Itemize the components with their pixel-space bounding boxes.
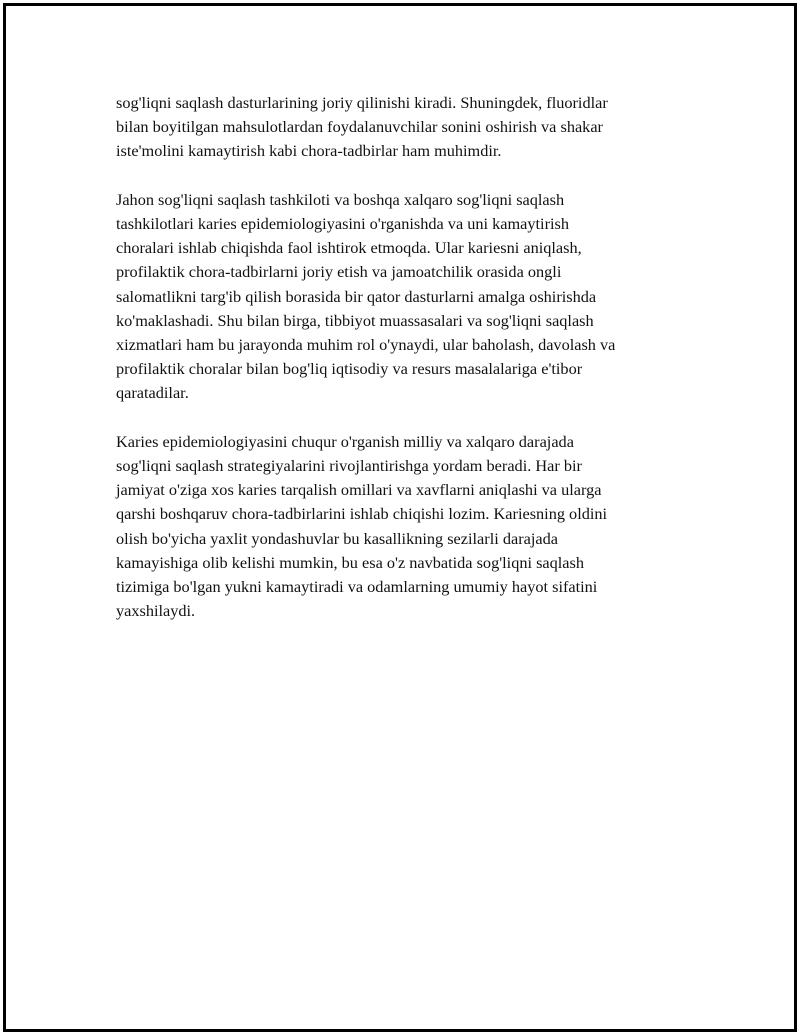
text-line: iste'molini kamaytirish kabi chora-tadbirlar ham muhimdir.	[116, 141, 502, 161]
paragraph-2	[116, 188, 716, 406]
text-line: Karies epidemiologiyasini chuqur o'rganish milliy va xalqaro darajada	[116, 431, 574, 451]
text-line: Jahon sog'liqni saqlash tashkiloti va boshqa xalqaro sog'liqni saqlash	[116, 189, 565, 209]
text-line: qarshi boshqaruv chora-tadbirlarini ishlab chiqishi lozim. Kariesning oldini	[116, 504, 608, 524]
paragraph-1	[116, 91, 716, 164]
text-line: salomatlikni targ'ib qilish borasida bir qator dasturlarni amalga oshirishda	[116, 286, 597, 306]
text-line: sog'liqni saqlash dasturlarining joriy qilinishi kiradi. Shuningdek, fluoridlar	[116, 93, 608, 112]
text-line: tizimiga bo'lgan yukni kamaytiradi va odamlarning umumiy hayot sifatini	[116, 577, 598, 597]
text-line: qaratadilar.	[116, 383, 189, 403]
text-line: xizmatlari ham bu jarayonda muhim rol o'ynaydi, ular baholash, davolash va	[116, 335, 616, 355]
text-line: profilaktik chora-tadbirlarni joriy etish va jamoatchilik orasida ongli	[116, 262, 562, 282]
text-line: ko'maklashadi. Shu bilan birga, tibbiyot muassasalari va sog'liqni saqlash	[116, 310, 594, 330]
document-body	[116, 91, 716, 648]
text-line: choralari ishlab chiqishda faol ishtirok etmoqda. Ular kariesni aniqlash,	[116, 238, 582, 258]
text-line: jamiyat o'ziga xos karies tarqalish omillari va xavflarni aniqlashi va ularga	[116, 480, 602, 500]
text-line: tashkilotlari karies epidemiologiyasini o'rganishda va uni kamaytirish	[116, 214, 569, 233]
text-line: olish bo'yicha yaxlit yondashuvlar bu kasallikning sezilarli darajada	[116, 528, 558, 548]
text-line: profilaktik choralar bilan bog'liq iqtisodiy va resurs masalalariga e'tibor	[116, 359, 583, 379]
text-line: kamayishiga olib kelishi mumkin, bu esa o'z navbatida sog'liqni saqlash	[116, 552, 584, 572]
text-line: yaxshilaydi.	[116, 601, 196, 621]
paragraph-3	[116, 430, 716, 624]
text-line: sog'liqni saqlash strategiyalarini rivojlantirishga yordam beradi. Har bir	[116, 456, 582, 476]
text-line: bilan boyitilgan mahsulotlardan foydalanuvchilar sonini oshirish va shakar	[116, 117, 603, 137]
